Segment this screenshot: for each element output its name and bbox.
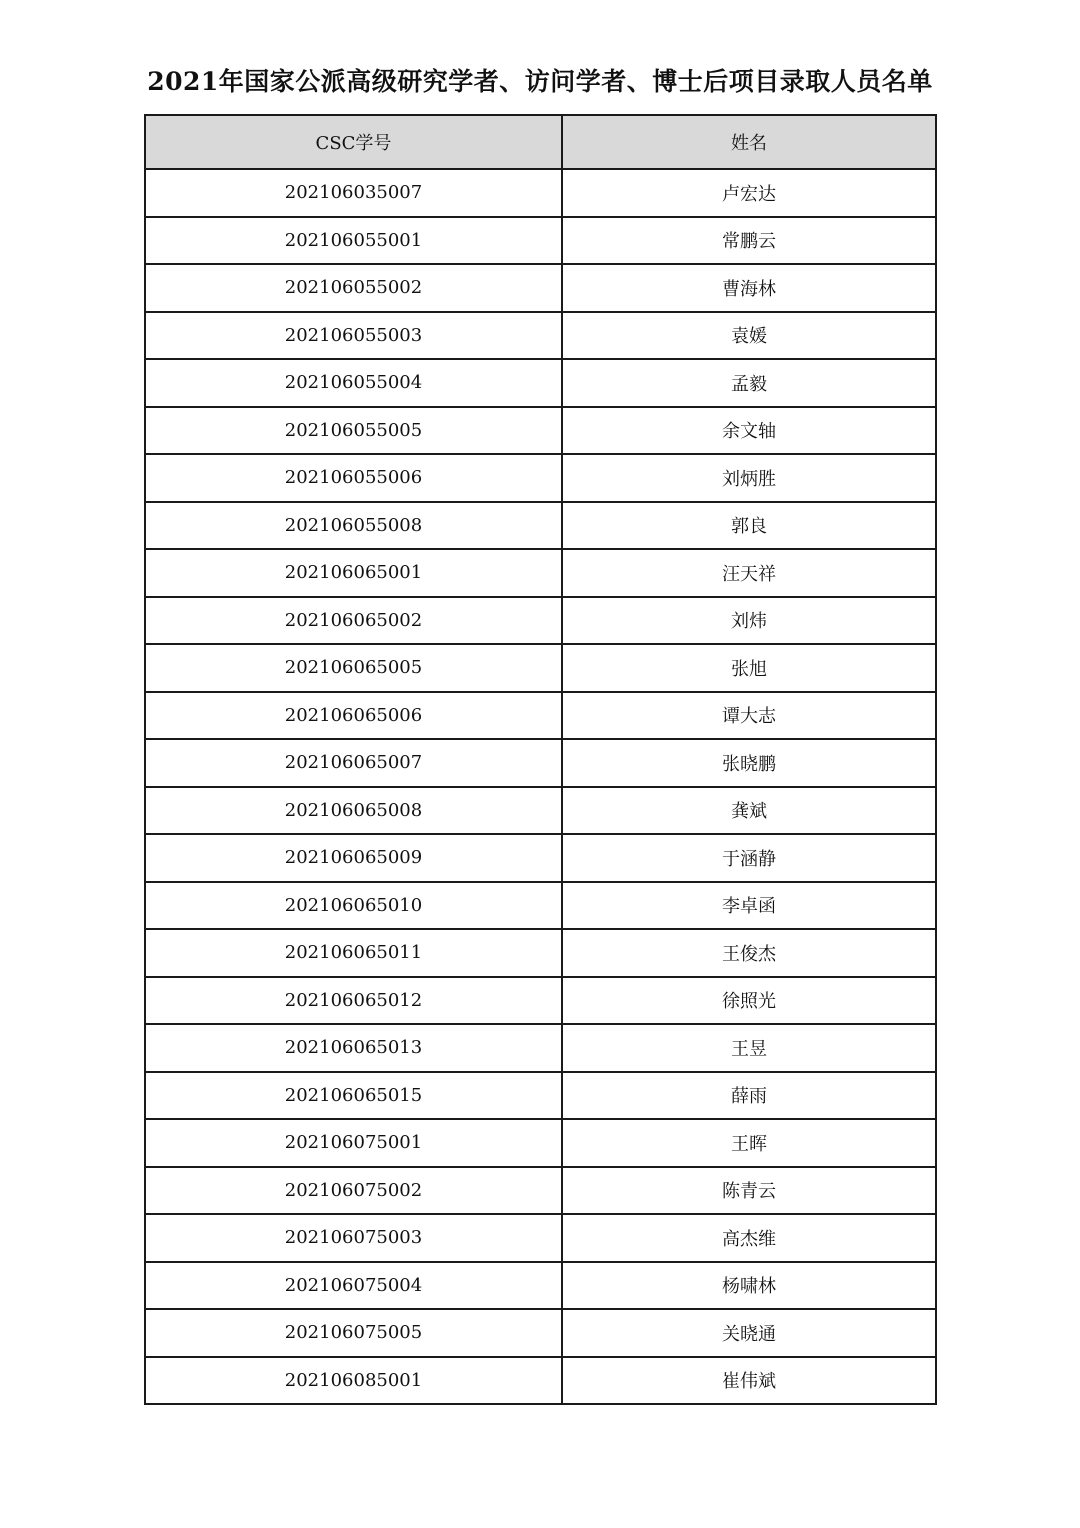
name-cell: 卢宏达 [562,169,936,217]
table-row [145,1262,936,1310]
table-row [145,264,936,312]
header-row [145,115,936,169]
csc-id-cell: 202106065006 [145,692,562,740]
csc-id-cell: 202106065015 [145,1072,562,1120]
table-row [145,1167,936,1215]
table-row [145,929,936,977]
table-row [145,359,936,407]
table-row [145,549,936,597]
page-title: 2021年国家公派高级研究学者、访问学者、博士后项目录取人员名单 [147,67,933,96]
csc-id-cell: 202106055006 [145,454,562,502]
table-row [145,692,936,740]
table-row [145,597,936,645]
csc-id-cell: 202106085001 [145,1357,562,1405]
name-cell: 常鹏云 [562,217,936,265]
csc-id-cell: 202106065011 [145,929,562,977]
table-row [145,882,936,930]
table-row [145,787,936,835]
name-cell: 刘炜 [562,597,936,645]
name-cell: 王晖 [562,1119,936,1167]
csc-id-cell: 202106055008 [145,502,562,550]
name-cell: 谭大志 [562,692,936,740]
csc-id-cell: 202106075001 [145,1119,562,1167]
table-row [145,1309,936,1357]
csc-id-cell: 202106075004 [145,1262,562,1310]
csc-id-cell: 202106055002 [145,264,562,312]
csc-id-cell: 202106055001 [145,217,562,265]
csc-id-cell: 202106065001 [145,549,562,597]
csc-id-cell: 202106065012 [145,977,562,1025]
csc-id-cell: 202106065002 [145,597,562,645]
csc-id-cell: 202106035007 [145,169,562,217]
table-body [145,169,936,1404]
name-cell: 袁媛 [562,312,936,360]
csc-id-cell: 202106055003 [145,312,562,360]
csc-id-cell: 202106065010 [145,882,562,930]
csc-id-cell: 202106065008 [145,787,562,835]
name-cell: 李卓函 [562,882,936,930]
table-row [145,1357,936,1405]
table-row [145,1214,936,1262]
csc-id-cell: 202106065009 [145,834,562,882]
table-row [145,407,936,455]
name-cell: 王昱 [562,1024,936,1072]
name-cell: 高杰维 [562,1214,936,1262]
table-row [145,1024,936,1072]
csc-id-cell: 202106055005 [145,407,562,455]
column-header-csc-id: CSC学号 [145,115,562,169]
csc-id-cell: 202106075002 [145,1167,562,1215]
table-row [145,169,936,217]
name-cell: 汪天祥 [562,549,936,597]
name-cell: 崔伟斌 [562,1357,936,1405]
name-cell: 薛雨 [562,1072,936,1120]
name-cell: 徐照光 [562,977,936,1025]
table-row [145,1072,936,1120]
column-header-name: 姓名 [562,115,936,169]
table-row [145,217,936,265]
name-cell: 张晓鹏 [562,739,936,787]
admission-table [144,114,937,1405]
csc-id-cell: 202106065013 [145,1024,562,1072]
name-cell: 刘炳胜 [562,454,936,502]
csc-id-cell: 202106065007 [145,739,562,787]
name-cell: 于涵静 [562,834,936,882]
name-cell: 张旭 [562,644,936,692]
table-row [145,644,936,692]
table-header [145,115,936,169]
table-row [145,312,936,360]
csc-id-cell: 202106055004 [145,359,562,407]
table-row [145,454,936,502]
name-cell: 王俊杰 [562,929,936,977]
name-cell: 龚斌 [562,787,936,835]
name-cell: 郭良 [562,502,936,550]
table-row [145,739,936,787]
table-row [145,1119,936,1167]
csc-id-cell: 202106075005 [145,1309,562,1357]
csc-id-cell: 202106065005 [145,644,562,692]
name-cell: 曹海林 [562,264,936,312]
csc-id-cell: 202106075003 [145,1214,562,1262]
table-row [145,834,936,882]
name-cell: 关晓通 [562,1309,936,1357]
table-row [145,977,936,1025]
name-cell: 余文轴 [562,407,936,455]
name-cell: 孟毅 [562,359,936,407]
table-row [145,502,936,550]
name-cell: 杨啸林 [562,1262,936,1310]
name-cell: 陈青云 [562,1167,936,1215]
